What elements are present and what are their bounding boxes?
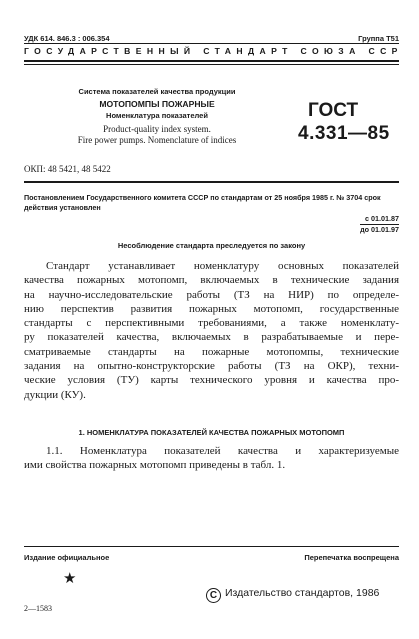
footer-rule	[24, 546, 399, 547]
page-code: 2—1583	[24, 604, 52, 613]
copyright-text: Издательство стандартов, 1986	[225, 587, 380, 599]
standard-title: ГОСУДАРСТВЕННЫЙ СТАНДАРТ СОЮЗА ССР	[24, 46, 403, 56]
text-line: ческие условия (ТУ) карты технического уровня и качества про-	[24, 374, 399, 387]
text-line: Стандарт устанавливает номенклатуру основных показателей	[46, 260, 399, 272]
group-code: Группа Т51	[358, 34, 399, 43]
okp-rule	[24, 181, 399, 183]
gost-label: ГОСТ	[308, 100, 359, 121]
intro-paragraph	[24, 259, 399, 402]
official-edition-label: Издание официальное	[24, 553, 110, 562]
text-line: качества пожарных мотопомп, включаемых в технические задания	[24, 274, 399, 287]
header-rule-thin	[24, 64, 399, 65]
text-line: стандарты с перспективными требованиями, а также номенклату-	[24, 317, 399, 330]
english-title-line: Product-quality index system.	[103, 124, 211, 134]
copyright-icon: С	[206, 588, 221, 603]
text-line: ру показателей качества, включаемых в разрабатываемые и пере-	[24, 331, 399, 344]
gost-number: 4.331—85	[298, 123, 390, 144]
section-heading: 1. НОМЕНКЛАТУРА ПОКАЗАТЕЛЕЙ КАЧЕСТВА ПОЖАРНЫХ МОТОПОМП	[78, 428, 345, 437]
validity-from: с 01.01.87	[365, 214, 399, 223]
reprint-notice: Перепечатка воспрещена	[304, 553, 399, 562]
system-title: Система показателей качества продукции	[78, 87, 236, 96]
text-line: сматриваемые стандарты на пожарные мотопомпы, технические	[24, 345, 399, 358]
law-notice: Несоблюдение стандарта преследуется по закону	[117, 241, 306, 250]
text-line: на научно-исследовательские работы (ТЗ на НИР) по определе-	[24, 288, 399, 301]
text-line: ими свойства пожарных мотопомп приведены в табл. 1.	[24, 459, 286, 471]
nomenclature-title: Номенклатура показателей	[106, 111, 208, 120]
text-line: 1.1. Номенклатура показателей качества и характеризуемые	[46, 445, 399, 457]
header-rule-thick	[24, 60, 399, 62]
top-rule	[24, 43, 399, 44]
star-icon: ★	[63, 571, 77, 587]
section-paragraph	[24, 444, 399, 472]
text-line: дукции (КУ).	[24, 388, 86, 401]
text-line: задания на опытно-конструкторские работы (ТЗ на ОКР), техни-	[24, 360, 399, 373]
text-line: нию перспектив развития пожарных мотопомп, государственные	[24, 302, 399, 315]
okp-codes: ОКП: 48 5421, 48 5422	[24, 164, 111, 174]
english-title-line: Fire power pumps. Nomenclature of indices	[77, 135, 237, 145]
product-title: МОТОПОМПЫ ПОЖАРНЫЕ	[99, 99, 215, 109]
copyright-line	[206, 587, 379, 603]
udk-code: УДК 614. 846.3 : 006.354	[24, 34, 110, 43]
validity-to: до 01.01.97	[360, 225, 399, 234]
decree-text: Постановлением Государственного комитета СССР по стандартам от 25 ноября 1985 г. № 3704 срок действия установлен	[24, 193, 381, 212]
